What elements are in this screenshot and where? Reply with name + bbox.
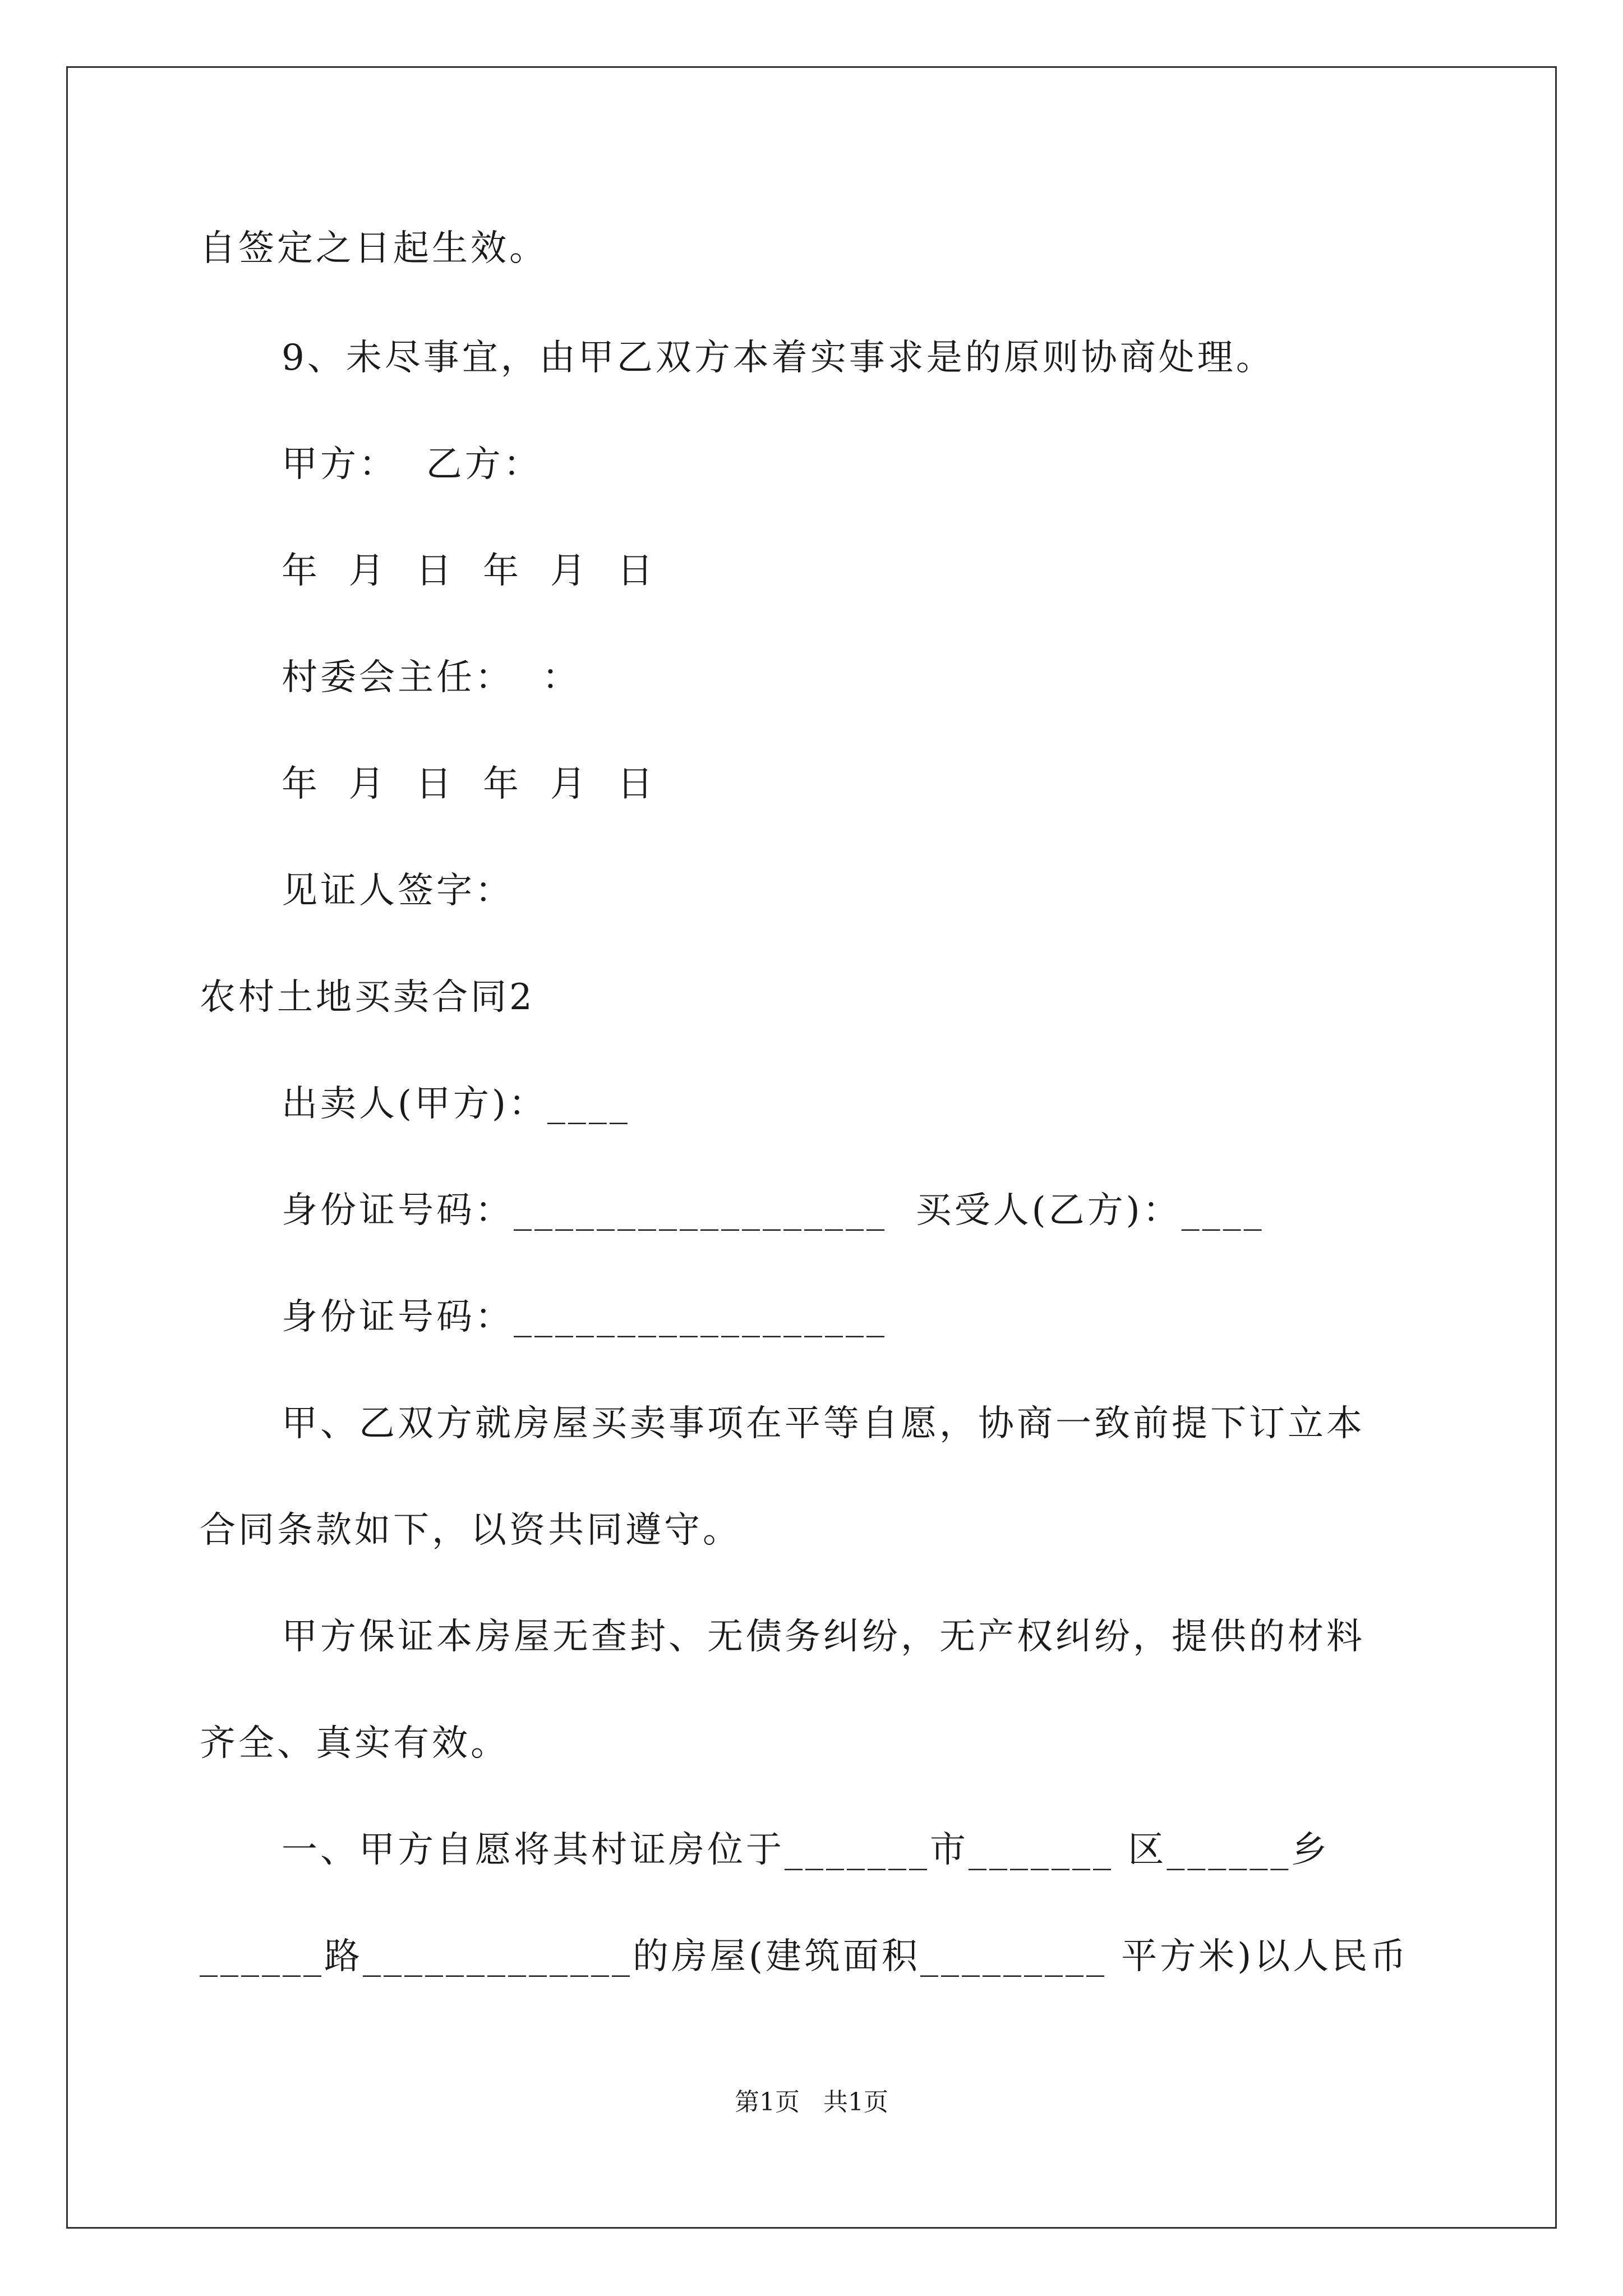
text-line-effective-date: 自签定之日起生效。	[200, 228, 548, 269]
text-line-witness: 见证人签字：	[282, 870, 514, 912]
text-line-date-1: 年 月 日 年 月 日	[282, 550, 656, 592]
page-footer: 第1页 共1页	[735, 2088, 888, 2116]
text-line-seller-id-buyer: 身份证号码：__________________ 买受人(乙方)：____	[282, 1190, 1265, 1231]
text-line-seller-guarantee-cont: 齐全、真实有效。	[200, 1723, 509, 1764]
text-line-clause-9: 9、未尽事宜，由甲乙双方本着实事求是的原则协商处理。	[282, 337, 1275, 379]
text-line-date-2: 年 月 日 年 月 日	[282, 763, 656, 805]
text-line-seller: 出卖人(甲方)：____	[282, 1083, 630, 1125]
text-line-clause-1-cont: ______路_____________的房屋(建筑面积_________ 平方米)以人民币	[200, 1936, 1409, 1977]
text-line-party-signatures: 甲方： 乙方：	[282, 444, 542, 485]
text-line-agreement-intro: 甲、乙双方就房屋买卖事项在平等自愿，协商一致前提下订立本	[282, 1403, 1365, 1444]
text-line-seller-guarantee: 甲方保证本房屋无查封、无债务纠纷，无产权纠纷，提供的材料	[282, 1616, 1365, 1658]
text-line-clause-1: 一、甲方自愿将其村证房位于_______市_______ 区______乡	[282, 1829, 1330, 1871]
text-line-buyer-id: 身份证号码：__________________	[282, 1296, 887, 1338]
page-frame	[66, 66, 1557, 2229]
text-line-agreement-intro-cont: 合同条款如下，以资共同遵守。	[200, 1510, 741, 1551]
text-line-village-director: 村委会主任： ：	[282, 657, 581, 698]
section-title: 农村土地买卖合同2	[200, 977, 535, 1018]
